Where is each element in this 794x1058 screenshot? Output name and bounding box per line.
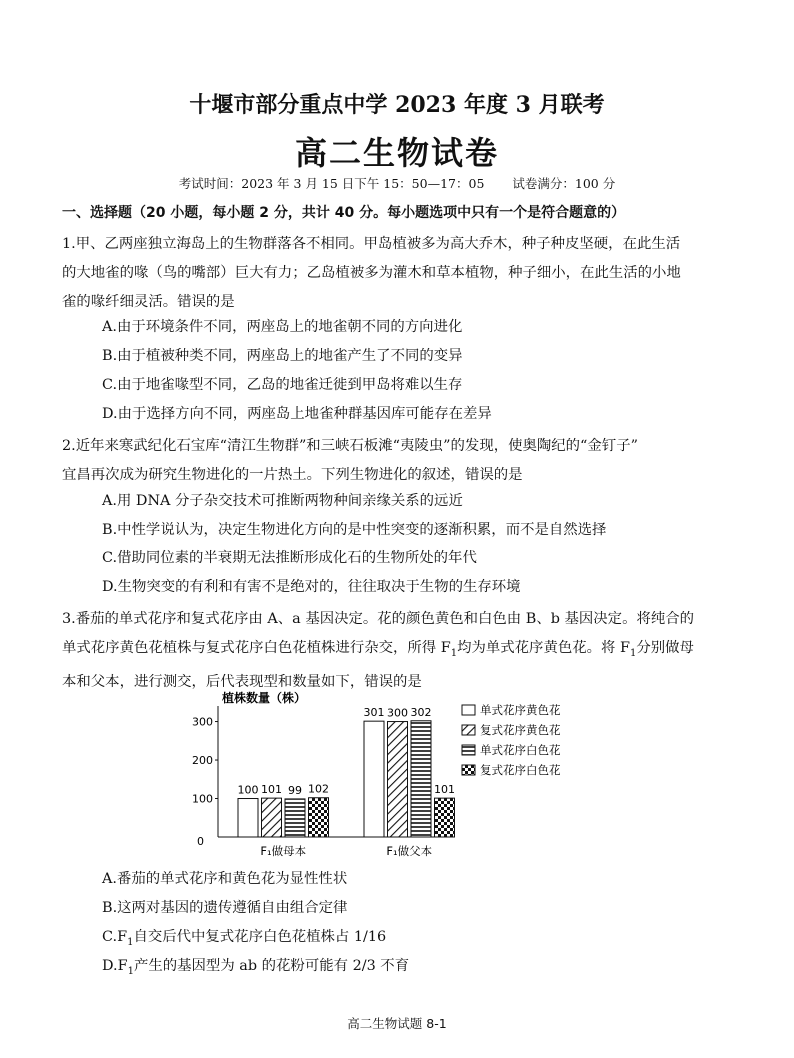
legend-label: 单式花序黄色花 xyxy=(480,703,561,717)
legend-swatch xyxy=(462,745,475,755)
y-tick-label: 200 xyxy=(192,754,213,768)
bar xyxy=(262,798,282,837)
question-2-option-c: C.借助同位素的半衰期无法推断形成化石的生物所处的年代 xyxy=(102,550,477,566)
paper-title: 高二生物试卷 xyxy=(294,134,499,172)
exam-series-title: 十堰市部分重点中学 2023 年度 3 月联考 xyxy=(189,92,605,118)
legend-swatch xyxy=(462,705,475,715)
stem-line: 本和父本，进行测交，后代表现型和数量如下，错误的是 xyxy=(62,673,422,690)
bar-value-label: 102 xyxy=(308,782,329,796)
bar xyxy=(411,721,431,837)
bar-value-label: 302 xyxy=(410,705,432,719)
question-3-stem xyxy=(62,605,742,697)
question-3-option-b: B.这两对基因的遗传遵循自由组合定律 xyxy=(102,900,348,916)
question-1-option-c: C.由于地雀喙型不同，乙岛的地雀迁徙到甲岛将难以生存 xyxy=(102,377,463,393)
bar xyxy=(364,721,384,837)
stem-line xyxy=(62,634,742,668)
y-tick-label: 300 xyxy=(192,715,213,729)
legend-label: 复式花序黄色花 xyxy=(480,723,561,737)
x-category-label: F₁做父本 xyxy=(386,844,433,858)
bar xyxy=(238,799,258,837)
question-2-option-d: D.生物突变的有利和有害不是绝对的，往往取决于生物的生存环境 xyxy=(102,579,521,595)
question-1-option-d: D.由于选择方向不同，两座岛上地雀种群基因库可能存在差异 xyxy=(102,406,492,422)
stem-line: 的大地雀的喙（鸟的嘴部）巨大有力；乙岛植被多为灌木和草本植物，种子细小，在此生活的小地 xyxy=(62,265,681,281)
bar-value-label: 301 xyxy=(363,706,385,720)
bar-value-label: 101 xyxy=(434,783,455,797)
stem-text: 均为单式花序黄色花。将 F xyxy=(457,640,630,656)
bar-value-label: 101 xyxy=(261,783,282,797)
stem-line: 宜昌再次成为研究生物进化的一片热土。下列生物进化的叙述，错误的是 xyxy=(62,467,523,483)
legend-swatch xyxy=(462,765,475,775)
section-heading: 一、选择题（20 小题，每小题 2 分，共计 40 分。每小题选项中只有一个是符合题意的） xyxy=(62,205,626,221)
bar-value-label: 100 xyxy=(237,783,259,797)
option-text: C.F xyxy=(102,929,128,945)
bar xyxy=(388,722,408,837)
legend-label: 复式花序白色花 xyxy=(480,763,561,777)
stem-line: 雀的喙纤细灵活。错误的是 xyxy=(62,294,235,310)
bar-value-label: 99 xyxy=(288,783,302,797)
question-3-option-c xyxy=(102,927,742,953)
y-tick-label: 0 xyxy=(197,835,204,848)
bar-value-label: 300 xyxy=(387,706,408,720)
subscript: 1 xyxy=(629,647,637,659)
subscript: 1 xyxy=(127,965,134,977)
bar xyxy=(309,798,329,837)
stem-line: 1.甲、乙两座独立海岛上的生物群落各不相同。甲岛植被多为高大乔木，种子种皮坚硬，在此生活 xyxy=(62,236,681,252)
question-2-stem xyxy=(62,432,742,490)
testcross-bar-chart xyxy=(180,690,620,862)
subscript: 1 xyxy=(127,936,134,948)
question-3-option-d xyxy=(102,956,742,982)
y-tick-label: 100 xyxy=(192,792,213,806)
question-2-option-a: A.用 DNA 分子杂交技术可推断两物种间亲缘关系的远近 xyxy=(102,493,463,509)
page-footer: 高二生物试题 8-1 xyxy=(347,1016,447,1031)
y-axis-label: 植株数量（株） xyxy=(222,691,307,705)
exam-info xyxy=(0,174,794,192)
question-2-option-b: B.中性学说认为，决定生物进化方向的是中性突变的逐渐积累，而不是自然选择 xyxy=(102,522,607,538)
question-1-option-a: A.由于环境条件不同，两座岛上的地雀朝不同的方向进化 xyxy=(102,319,463,335)
legend-swatch xyxy=(462,725,475,735)
question-1-stem xyxy=(62,230,742,317)
question-3-option-a: A.番茄的单式花序和黄色花为显性性状 xyxy=(102,871,348,887)
legend-label: 单式花序白色花 xyxy=(480,743,561,757)
stem-line: 2.近年来寒武纪化石宝库“清江生物群”和三峡石板滩“夷陵虫”的发现，使奥陶纪的“金钉子” xyxy=(62,438,638,454)
stem-text: 单式花序黄色花植株与复式花序白色花植株进行杂交，所得 F xyxy=(62,640,451,656)
x-category-label: F₁做母本 xyxy=(260,844,307,858)
question-1-option-b: B.由于植被种类不同，两座岛上的地雀产生了不同的变异 xyxy=(102,348,463,364)
option-text: 自交后代中复式花序白色花植株占 1/16 xyxy=(133,929,387,945)
bar xyxy=(285,799,305,837)
full-score: 试卷满分：100 分 xyxy=(512,176,616,191)
option-text: 产生的基因型为 ab 的花粉可能有 2/3 不育 xyxy=(133,958,410,974)
stem-line: 3.番茄的单式花序和复式花序由 A、a 基因决定。花的颜色黄色和白色由 B、b 基因决定。将纯合的 xyxy=(62,611,695,627)
bar xyxy=(435,798,455,837)
subscript: 1 xyxy=(450,647,458,659)
stem-text: 分别做母 xyxy=(636,640,694,656)
option-text: D.F xyxy=(102,958,128,974)
exam-time: 考试时间：2023 年 3 月 15 日下午 15：50—17：05 xyxy=(178,176,485,191)
